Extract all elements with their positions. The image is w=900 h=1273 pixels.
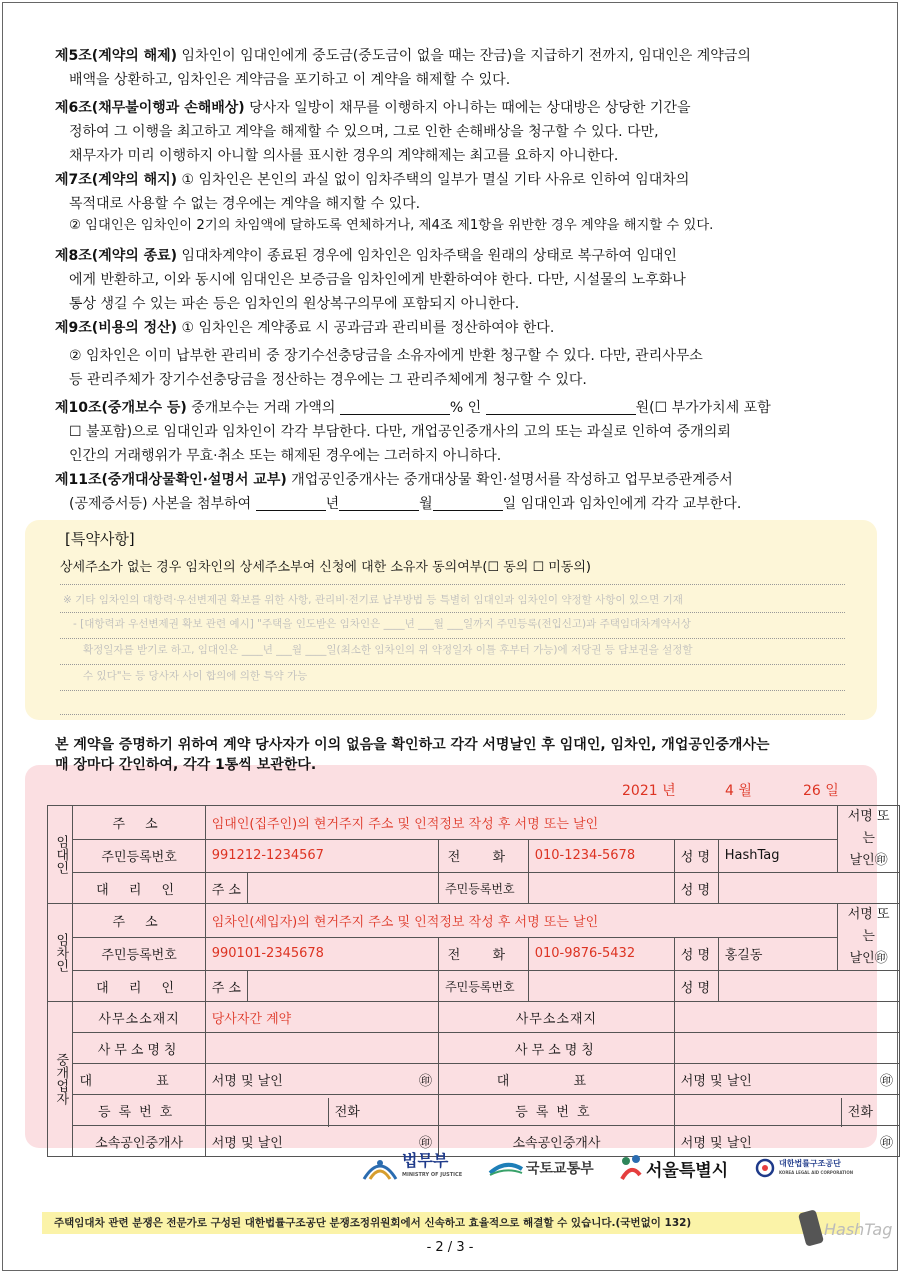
article-6: [55, 96, 850, 168]
article-9-p2-line2: 등 관리주체가 장기수선충당금을 정산하는 경우에는 그 관리주체에게 청구할 수 있다.: [69, 372, 587, 388]
klac-emblem-icon: [755, 1158, 775, 1178]
article-11-line1: 개업공인중개사는 중개대상물 확인·설명서를 작성하고 업무보증관계증서: [286, 472, 733, 488]
article-9-paragraph-2: [69, 344, 850, 392]
article-5-heading: 제5조(계약의 해제): [55, 48, 178, 64]
article-8-heading: 제8조(계약의 종료): [55, 248, 178, 264]
tenant-agent-address-field[interactable]: [247, 971, 438, 1002]
broker-affiliated-field-2[interactable]: 서명 및 날인 ㊞: [674, 1126, 899, 1157]
tenant-name-label: 성 명: [674, 937, 718, 971]
article-11-month: 월: [419, 496, 433, 512]
landlord-agent-name-field[interactable]: [718, 873, 899, 904]
dotted-line: [60, 664, 845, 665]
article-9-p2-line1: ② 임차인은 이미 납부한 관리비 중 장기수선충당금을 소유자에게 반환 청구할 수 있다. 다만, 관리사무소: [69, 348, 703, 364]
landlord-agent-rrn-label: 주민등록번호: [439, 873, 529, 904]
landlord-address-field[interactable]: 임대인(집주인)의 현거주지 주소 및 인적정보 작성 후 서명 또는 날인: [205, 806, 838, 840]
article-11-year: 년: [325, 496, 340, 512]
signature-table: [47, 805, 900, 1157]
special-hint-2: - [대항력과 우선변제권 확보 관련 예시] "주택을 인도받은 임차인은 ____년 ___월 ___일까지 주민등록(전입신고)과 주택임대차계약서상: [73, 618, 691, 630]
tenant-agent-label: 대 리 인: [73, 971, 205, 1002]
tenant-address-row: [48, 904, 900, 938]
tenant-rrn-label: 주민등록번호: [73, 937, 205, 971]
seal-mark: ㊞: [419, 1073, 433, 1089]
landlord-id-row: [48, 839, 900, 873]
seoul-logo: 서울특별시: [618, 1150, 728, 1186]
contract-month: 4 월: [725, 783, 752, 799]
article-5: [55, 44, 850, 92]
moj-emblem-icon: [360, 1153, 400, 1183]
broker-office-name-field-1[interactable]: [205, 1033, 438, 1064]
article-7-line2: 목적대로 사용할 수 없는 경우에는 계약을 해지할 수 있다.: [69, 196, 421, 212]
seal-mark: ㊞: [419, 1135, 433, 1151]
landlord-agent-row: [48, 873, 900, 904]
tenant-agent-name-field[interactable]: [718, 971, 899, 1002]
article-11-heading: 제11조(중개대상물확인·설명서 교부): [55, 472, 287, 488]
agency-logos: [360, 1150, 860, 1186]
landlord-tel-field[interactable]: 010-1234-5678: [528, 839, 674, 873]
delivery-year-blank[interactable]: [256, 497, 326, 511]
article-6-heading: 제6조(채무불이행과 손해배상): [55, 100, 245, 116]
article-9: [55, 316, 850, 340]
landlord-rrn-label: 주민등록번호: [73, 839, 205, 873]
broker-rep-field-2[interactable]: 서명 및 날인 ㊞: [674, 1064, 899, 1095]
dotted-line: [60, 690, 845, 691]
landlord-tel-label: 전 화: [439, 839, 529, 873]
broker-office-address-label-1: 사무소소재지: [73, 1002, 205, 1033]
article-10-line1c: 원(☐ 부가가치세 포함: [635, 400, 771, 416]
broker-reg-row: [48, 1095, 900, 1126]
broker-rep-label-1: 대 표: [73, 1064, 205, 1095]
watermark-logo-icon: [798, 1205, 893, 1253]
broker-office-name-row: [48, 1033, 900, 1064]
tenant-tel-label: 전 화: [439, 937, 529, 971]
tenant-name-field[interactable]: 홍길동: [718, 937, 838, 971]
article-7-line1: ① 임차인은 본인의 과실 없이 임차주택의 일부가 멸실 기타 사유로 인하여 임대차의: [177, 172, 690, 188]
landlord-agent-address-field[interactable]: [247, 873, 438, 904]
tenant-tel-field[interactable]: 010-9876-5432: [528, 937, 674, 971]
seal-mark: ㊞: [879, 1135, 893, 1151]
delivery-day-blank[interactable]: [433, 497, 503, 511]
article-10-line1a: 중개보수는 거래 가액의: [186, 400, 336, 416]
broker-affiliated-field-1[interactable]: 서명 및 날인 ㊞: [205, 1126, 438, 1157]
landlord-group-label: 임대인: [48, 806, 73, 904]
landlord-address-row: [48, 806, 900, 840]
broker-rep-row: [48, 1064, 900, 1095]
article-7-heading: 제7조(계약의 해지): [55, 172, 178, 188]
article-7-paragraph-2: ② 임대인은 임차인이 2기의 차임액에 달하도록 연체하거나, 제4조 제1항을 위반한 경우 계약을 해지할 수 있다.: [69, 218, 714, 233]
article-6-line2: 정하여 그 이행을 최고하고 계약을 해제할 수 있으며, 그로 인한 손해배상을 청구할 수 있다. 다만,: [69, 124, 659, 140]
landlord-agent-rrn-field[interactable]: [528, 873, 674, 904]
molit-logo: 국토교통부: [488, 1150, 594, 1186]
broker-office-name-field-2[interactable]: [674, 1033, 899, 1064]
fee-amount-blank[interactable]: [486, 401, 636, 415]
page-number: - 2 / 3 -: [426, 1240, 474, 1255]
broker-reg-label-1: 등록번호: [73, 1095, 205, 1126]
broker-office-address-label-2: 사무소소재지: [439, 1002, 675, 1033]
broker-office-name-label-1: 사무소명칭: [73, 1033, 205, 1064]
tenant-sign-cell[interactable]: 서명 또는 날인㊞: [838, 904, 900, 971]
article-10-line2: ☐ 불포함)으로 임대인과 임차인이 각각 부담한다. 다만, 개업공인중개사의 고의 또는 과실로 인하여 중개의뢰: [69, 424, 731, 440]
contract-year: 2021 년: [622, 783, 676, 799]
delivery-month-blank[interactable]: [339, 497, 419, 511]
article-9-heading: 제9조(비용의 정산): [55, 320, 178, 336]
article-11-line2a: (공제증서등) 사본을 첨부하여: [69, 496, 252, 512]
article-7: [55, 168, 850, 216]
seoul-symbol-icon: [618, 1153, 644, 1183]
tenant-address-label: 주 소: [73, 904, 205, 938]
broker-affiliated-label-2: 소속공인중개사: [439, 1126, 675, 1157]
article-8-line2: 에게 반환하고, 이와 동시에 임대인은 보증금을 임차인에게 반환하여야 한다. 다만, 시설물의 노후화나: [69, 272, 686, 288]
article-11: [55, 468, 850, 516]
seal-mark: ㊞: [879, 1073, 893, 1089]
landlord-name-field[interactable]: HashTag: [718, 839, 838, 873]
broker-rep-field-1[interactable]: 서명 및 날인 ㊞: [205, 1064, 438, 1095]
special-terms-box: [25, 520, 877, 720]
article-10-line3: 인간의 거래행위가 무효·취소 또는 해제된 경우에는 그러하지 아니하다.: [69, 448, 502, 464]
broker-rep-label-2: 대 표: [439, 1064, 675, 1095]
article-5-line2: 배액을 상환하고, 임차인은 계약금을 포기하고 이 계약을 해제할 수 있다.: [69, 72, 511, 88]
article-8: [55, 244, 850, 316]
tenant-group-label: 임차인: [48, 904, 73, 1002]
statement-line2: 매 장마다 간인하여, 각각 1통씩 보관한다.: [55, 757, 317, 773]
tenant-agent-rrn-label: 주민등록번호: [439, 971, 529, 1002]
landlord-sign-cell[interactable]: 서명 또는 날인㊞: [838, 806, 900, 873]
special-hint-3: 확정일자를 받기로 하고, 임대인은 ____년 ___월 ____일(최소한 임차인의 위 약정일자 이틀 후부터 가능)에 저당권 등 담보권을 설정할: [83, 644, 693, 656]
statement-line1: 본 계약을 증명하기 위하여 계약 당사자가 이의 없음을 확인하고 각각 서명날인 후 임대인, 임차인, 개업공인중개사는: [55, 737, 770, 753]
article-5-line1: 임차인이 임대인에게 중도금(중도금이 없을 때는 잔금)을 지급하기 전까지, 임대인은 계약금의: [177, 48, 751, 64]
dotted-line: [60, 612, 845, 613]
tenant-id-row: [48, 937, 900, 971]
contract-statement: [55, 735, 855, 775]
broker-office-address-row: [48, 1002, 900, 1033]
article-10-heading: 제10조(중개보수 등): [55, 400, 187, 416]
article-9-line1: ① 임차인은 계약종료 시 공과금과 관리비를 정산하여야 한다.: [177, 320, 555, 336]
contract-day: 26 일: [803, 783, 839, 799]
dotted-line: [60, 714, 845, 715]
special-consent[interactable]: 상세주소가 없는 경우 임차인의 상세주소부여 신청에 대한 소유자 동의여부(☐ 동의 ☐ 미동의): [60, 560, 591, 575]
tenant-agent-address-label: 주 소: [205, 971, 247, 1002]
molit-swoosh-icon: [488, 1159, 524, 1177]
dotted-line: [60, 638, 845, 639]
landlord-agent-label: 대 리 인: [73, 873, 205, 904]
broker-reg-field-1[interactable]: 전화: [205, 1095, 438, 1126]
tenant-rrn-field[interactable]: 990101-2345678: [205, 937, 438, 971]
article-6-line1: 당사자 일방이 채무를 이행하지 아니하는 때에는 상대방은 상당한 기간을: [244, 100, 691, 116]
footer-notice: 주택임대차 관련 분쟁은 전문가로 구성된 대한법률구조공단 분쟁조정위원회에서 신속하고 효율적으로 해결할 수 있습니다.(국번없이 132): [42, 1212, 860, 1234]
dotted-line: [60, 584, 845, 585]
broker-office-address-field-2[interactable]: [674, 1002, 899, 1033]
broker-office-name-label-2: 사무소명칭: [439, 1033, 675, 1064]
article-11-line2d: 일 임대인과 임차인에게 각각 교부한다.: [502, 496, 742, 512]
broker-office-address-field-1[interactable]: 당사자간 계약: [205, 1002, 438, 1033]
broker-reg-field-2[interactable]: 전화: [674, 1095, 899, 1126]
broker-reg-label-2: 등록번호: [439, 1095, 675, 1126]
article-6-line3: 채무자가 미리 이행하지 아니할 의사를 표시한 경우의 계약해제는 최고를 요하지 아니한다.: [69, 148, 619, 164]
moj-logo: 법무부 MINISTRY OF JUSTICE: [360, 1150, 462, 1186]
landlord-agent-name-label: 성 명: [674, 873, 718, 904]
broker-group-label: 중개업자: [48, 1002, 73, 1157]
tenant-agent-row: [48, 971, 900, 1002]
hashtag-watermark: [798, 1205, 893, 1253]
tenant-agent-rrn-field[interactable]: [528, 971, 674, 1002]
special-terms-title: [특약사항]: [65, 530, 135, 548]
landlord-name-label: 성 명: [674, 839, 718, 873]
article-10-line1b: % 인: [449, 400, 482, 416]
tenant-agent-name-label: 성 명: [674, 971, 718, 1002]
fee-rate-blank[interactable]: [340, 401, 450, 415]
landlord-agent-address-label: 주 소: [205, 873, 247, 904]
landlord-address-label: 주 소: [73, 806, 205, 840]
landlord-rrn-field[interactable]: 991212-1234567: [205, 839, 438, 873]
tenant-address-field[interactable]: 임차인(세입자)의 현거주지 주소 및 인적정보 작성 후 서명 또는 날인: [205, 904, 838, 938]
broker-affiliated-label-1: 소속공인중개사: [73, 1126, 205, 1157]
article-8-line1: 임대차계약이 종료된 경우에 임차인은 임차주택을 원래의 상태로 복구하여 임대인: [177, 248, 677, 264]
special-hint-4: 수 있다"는 등 당사자 사이 합의에 의한 특약 가능: [83, 670, 308, 682]
article-8-line3: 통상 생길 수 있는 파손 등은 임차인의 원상복구의무에 포함되지 아니한다.: [69, 296, 520, 312]
special-hint-1: ※ 기타 임차인의 대항력·우선변제권 확보를 위한 사항, 관리비·전기료 납부방법 등 특별히 임대인과 임차인이 약정할 사항이 있으면 기재: [63, 594, 683, 606]
klac-logo: 대한법률구조공단 KOREA LEGAL AID CORPORATION: [755, 1150, 853, 1186]
article-10: [55, 396, 850, 468]
svg-text:HashTag: HashTag: [824, 1220, 893, 1239]
